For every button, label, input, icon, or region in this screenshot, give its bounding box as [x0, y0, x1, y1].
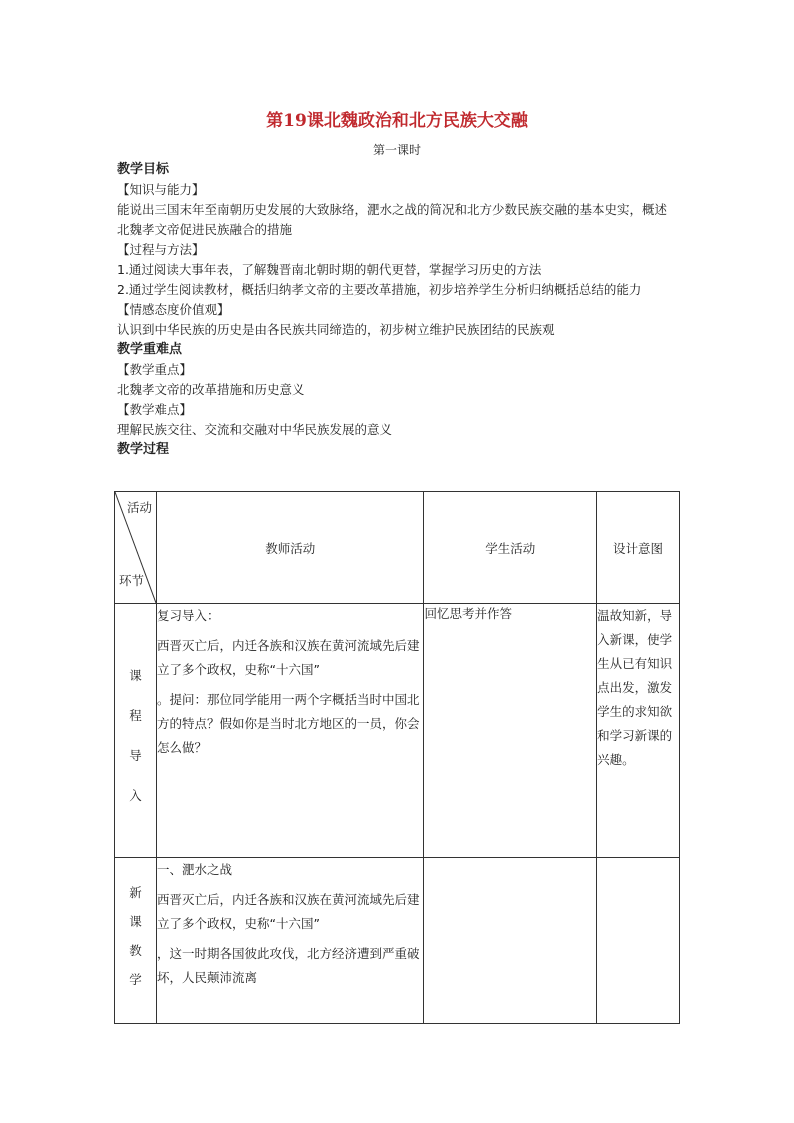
process-method-heading: 【过程与方法】 — [117, 242, 205, 257]
difficult-point-heading: 【教学难点】 — [117, 402, 193, 417]
process-heading: 教学过程 — [117, 442, 170, 457]
teacher-activity-line: 一、淝水之战 — [157, 862, 233, 877]
teacher-activity-line: 复习导入： — [157, 608, 220, 623]
table-header-row — [115, 492, 680, 604]
teacher-activity-line: ，这一时期各国彼此攻伐，北方经济遭到严重破坏，人民颠沛流离 — [157, 946, 420, 985]
key-point-text: 北魏孝文帝的改革措施和历史意义 — [117, 382, 305, 397]
knowledge-heading: 【知识与能力】 — [117, 182, 205, 197]
corner-segment-label: 环节 — [119, 573, 145, 588]
table-corner-cell — [115, 492, 157, 604]
document-title: 第19课北魏政治和北方民族大交融 — [266, 111, 528, 131]
student-activity-cell: 回忆思考并作答 — [424, 604, 597, 858]
teacher-activity-cell — [157, 604, 424, 858]
document-subtitle: 第一课时 — [372, 143, 421, 157]
header-student-activity: 学生活动 — [424, 492, 597, 604]
table-row — [115, 858, 680, 1024]
process-method-item-1: 1.通过阅读大事年表，了解魏晋南北朝时期的朝代更替，掌握学习历史的方法 — [117, 262, 542, 277]
header-teacher-activity: 教师活动 — [157, 492, 424, 604]
teacher-activity-line: 西晋灭亡后，内迁各族和汉族在黄河流域先后建立了多个政权，史称“十六国” — [157, 638, 420, 677]
student-activity-cell — [424, 858, 597, 1024]
teacher-activity-cell — [157, 858, 424, 1024]
segment-char: 学 — [129, 972, 142, 987]
segment-char: 教 — [129, 943, 142, 958]
knowledge-text: 能说出三国末年至南朝历史发展的大致脉络，淝水之战的简况和北方少数民族交融的基本史实，概述北魏孝文帝促进民族融合的措施 — [117, 202, 668, 237]
objectives-heading: 教学目标 — [117, 162, 170, 177]
difficult-point-text: 理解民族交往、交流和交融对中华民族发展的意义 — [117, 422, 393, 437]
segment-char: 课 — [129, 914, 142, 929]
segment-char: 程 — [129, 708, 142, 723]
design-intent-cell — [597, 858, 680, 1024]
design-intent-cell: 温故知新，导入新课，使学生从已有知识点出发，激发学生的求知欲和学习新课的兴趣。 — [597, 604, 680, 858]
teacher-activity-line: 西晋灭亡后，内迁各族和汉族在黄河流域先后建立了多个政权，史称“十六国” — [157, 892, 420, 931]
segment-char: 新 — [129, 885, 142, 900]
emotion-text: 认识到中华民族的历史是由各民族共同缔造的，初步树立维护民族团结的民族观 — [117, 322, 555, 337]
segment-char: 课 — [129, 668, 142, 683]
segment-cell — [115, 858, 157, 1024]
segment-cell — [115, 604, 157, 858]
segment-char: 导 — [129, 748, 142, 763]
table-row — [115, 604, 680, 858]
key-points-heading: 教学重难点 — [117, 342, 183, 357]
teacher-activity-line: 。提问：那位同学能用一两个字概括当时中国北方的特点？假如你是当时北方地区的一员，你会怎么做？ — [157, 692, 420, 755]
corner-activity-label: 活动 — [126, 500, 152, 515]
process-method-item-2: 2.通过学生阅读教材，概括归纳孝文帝的主要改革措施，初步培养学生分析归纳概括总结的能力 — [117, 282, 642, 297]
segment-char: 入 — [129, 788, 142, 803]
key-point-heading: 【教学重点】 — [117, 362, 193, 377]
teaching-process-table — [114, 491, 680, 1024]
header-design-intent: 设计意图 — [597, 492, 680, 604]
document-body — [117, 160, 677, 460]
emotion-heading: 【情感态度价值观】 — [117, 302, 230, 317]
